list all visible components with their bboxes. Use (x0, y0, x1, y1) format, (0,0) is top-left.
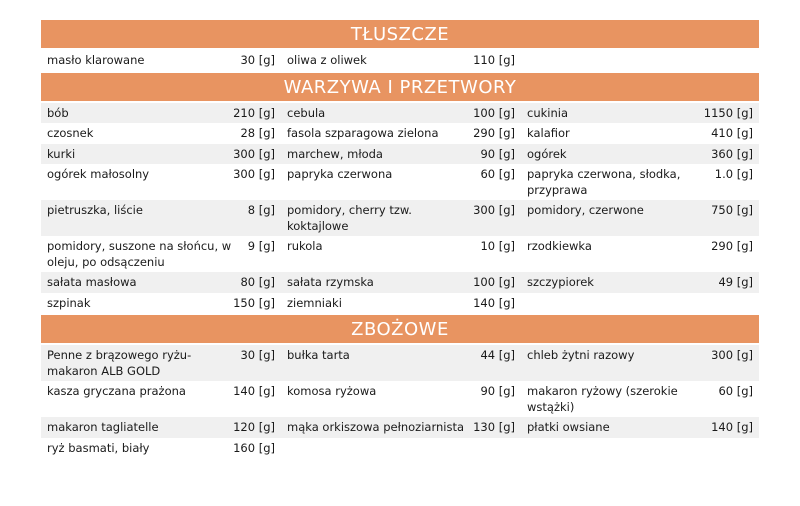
table-row (41, 381, 759, 417)
section-header-vegetables: WARZYWA I PRZETWORY (41, 73, 759, 101)
item-cell (281, 164, 521, 200)
item-cell (41, 438, 281, 459)
item-cell (521, 144, 759, 165)
item-cell (281, 345, 521, 381)
item-name: cebula (287, 105, 326, 120)
item-name: bułka tarta (287, 348, 350, 362)
table-row (41, 50, 759, 71)
item-quantity: 49 [g] (718, 275, 753, 289)
item-quantity: 140 [g] (711, 420, 753, 434)
item-quantity: 410 [g] (711, 126, 753, 140)
item-quantity: 1150 [g] (703, 105, 753, 120)
item-name: marchew, młoda (287, 146, 383, 161)
item-quantity: 300 [g] (711, 348, 753, 362)
item-quantity: 110 [g] (473, 53, 515, 67)
item-cell (41, 123, 281, 144)
item-cell (281, 50, 521, 71)
item-quantity: 28 [g] (240, 126, 275, 140)
item-name: cukinia (527, 105, 568, 120)
item-quantity: 60 [g] (480, 167, 515, 181)
section-header-fats: TŁUSZCZE (41, 20, 759, 48)
item-quantity: 100 [g] (473, 275, 515, 289)
item-quantity: 44 [g] (480, 348, 515, 362)
item-quantity: 1.0 [g] (714, 167, 753, 181)
item-name: chleb żytni razowy (527, 348, 635, 362)
item-quantity: 150 [g] (233, 295, 275, 310)
item-quantity: 360 [g] (711, 146, 753, 161)
item-cell (41, 293, 281, 314)
item-name: pomidory, czerwone (527, 203, 644, 217)
item-name: papryka czerwona, słodka, przyprawa (527, 167, 681, 197)
item-cell (41, 272, 281, 293)
item-quantity: 210 [g] (233, 105, 275, 120)
section-rows-vegetables (41, 103, 759, 314)
table-row (41, 272, 759, 293)
item-name: mąka orkiszowa pełnoziarnista (287, 420, 465, 434)
item-name: szpinak (47, 295, 91, 310)
item-name: kasza gryczana prażona (47, 384, 186, 398)
item-cell (41, 50, 281, 71)
item-cell (41, 164, 281, 200)
item-quantity: 120 [g] (233, 420, 275, 434)
item-name (287, 441, 515, 457)
table-row (41, 144, 759, 165)
item-name: oliwa z oliwek (287, 53, 367, 67)
item-quantity: 30 [g] (240, 53, 275, 67)
item-cell (281, 272, 521, 293)
item-quantity: 60 [g] (718, 384, 753, 398)
item-name: sałata masłowa (47, 275, 137, 289)
item-quantity: 140 [g] (233, 384, 275, 398)
table-row (41, 123, 759, 144)
item-cell (521, 50, 759, 71)
item-quantity: 300 [g] (473, 203, 515, 217)
table-row (41, 200, 759, 236)
item-quantity: 30 [g] (240, 348, 275, 362)
item-name: płatki owsiane (527, 420, 610, 434)
item-cell (521, 123, 759, 144)
item-quantity: 300 [g] (233, 146, 275, 161)
item-name: makaron tagliatelle (47, 420, 159, 434)
item-name: papryka czerwona (287, 167, 393, 181)
item-cell (521, 438, 759, 459)
item-quantity: 130 [g] (473, 420, 515, 434)
item-name: fasola szparagowa zielona (287, 126, 439, 140)
item-quantity: 80 [g] (240, 275, 275, 289)
item-name: pomidory, cherry tzw. koktajlowe (287, 203, 412, 233)
item-name: Penne z brązowego ryżu-makaron ALB GOLD (47, 348, 192, 378)
item-cell (521, 293, 759, 314)
item-cell (521, 417, 759, 438)
item-quantity: 8 [g] (247, 203, 275, 217)
item-cell (41, 144, 281, 165)
item-cell (41, 200, 281, 236)
item-cell (281, 236, 521, 272)
item-cell (281, 144, 521, 165)
item-cell (521, 381, 759, 417)
section-rows-grains (41, 345, 759, 458)
table-row (41, 236, 759, 272)
item-quantity: 290 [g] (473, 126, 515, 140)
item-name (527, 296, 753, 312)
item-quantity: 160 [g] (233, 440, 275, 455)
item-name: pietruszka, liście (47, 203, 143, 217)
item-cell (281, 438, 521, 459)
section-header-grains: ZBOŻOWE (41, 315, 759, 343)
item-name: ogórek (527, 146, 567, 161)
item-cell (521, 164, 759, 200)
item-name: ryż basmati, biały (47, 440, 150, 455)
item-name: komosa ryżowa (287, 384, 377, 398)
item-cell (41, 417, 281, 438)
item-cell (281, 103, 521, 124)
item-name: czosnek (47, 126, 94, 140)
item-cell (521, 200, 759, 236)
item-name: pomidory, suszone na słońcu, w oleju, po odsączeniu (47, 239, 232, 269)
item-cell (521, 236, 759, 272)
item-quantity: 90 [g] (480, 146, 515, 161)
table-row (41, 164, 759, 200)
item-name: ogórek małosolny (47, 167, 150, 181)
item-cell (521, 103, 759, 124)
item-cell (521, 272, 759, 293)
item-quantity: 90 [g] (480, 384, 515, 398)
item-name: sałata rzymska (287, 275, 374, 289)
item-name (527, 53, 753, 69)
item-cell (521, 345, 759, 381)
item-cell (41, 381, 281, 417)
item-quantity: 10 [g] (480, 239, 515, 253)
item-quantity: 290 [g] (711, 239, 753, 253)
section-rows-fats (41, 50, 759, 71)
item-name: masło klarowane (47, 53, 145, 67)
item-cell (281, 417, 521, 438)
item-cell (41, 345, 281, 381)
item-name: szczypiorek (527, 275, 594, 289)
item-name: rukola (287, 239, 323, 253)
item-cell (281, 200, 521, 236)
item-name: rzodkiewka (527, 239, 592, 253)
shopping-list (41, 20, 759, 460)
item-name (527, 441, 753, 457)
item-quantity: 140 [g] (473, 295, 515, 310)
table-row (41, 103, 759, 124)
item-quantity: 9 [g] (247, 239, 275, 253)
table-row (41, 345, 759, 381)
item-cell (281, 123, 521, 144)
table-row (41, 438, 759, 459)
item-name: kurki (47, 146, 76, 161)
table-row (41, 293, 759, 314)
item-name: bób (47, 105, 69, 120)
item-name: ziemniaki (287, 295, 342, 310)
item-quantity: 100 [g] (473, 105, 515, 120)
item-quantity: 300 [g] (233, 167, 275, 181)
item-cell (281, 381, 521, 417)
table-row (41, 417, 759, 438)
item-name: makaron ryżowy (szerokie wstążki) (527, 384, 678, 414)
item-cell (281, 293, 521, 314)
item-cell (41, 103, 281, 124)
item-cell (41, 236, 281, 272)
item-name: kalafior (527, 126, 570, 140)
item-quantity: 750 [g] (711, 203, 753, 217)
